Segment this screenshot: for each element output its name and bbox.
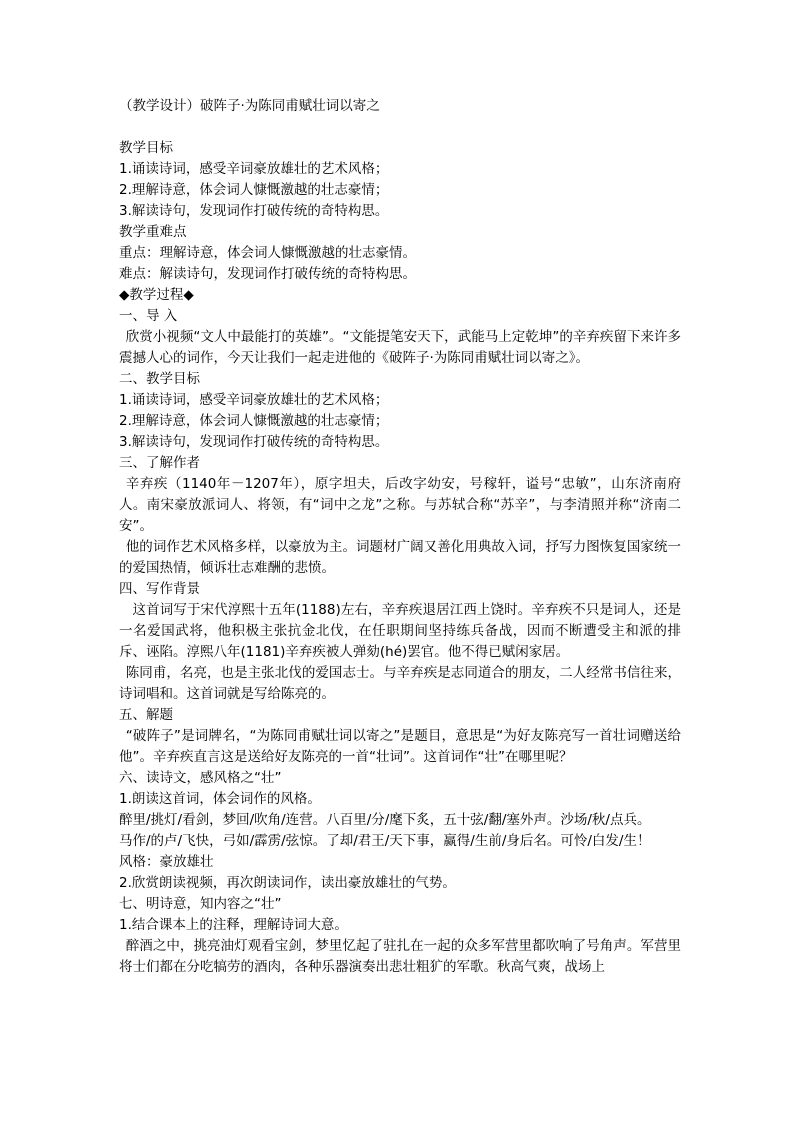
section-3-heading: 三、了解作者 xyxy=(119,455,200,471)
section-2-objective-3: 3.解读诗句，发现词作打破传统的奇特构思。 xyxy=(119,434,389,450)
document-title: （教学设计）破阵子·为陈同甫赋壮词以寄之 xyxy=(119,98,380,114)
section-2-objective-2: 2.理解诗意，体会词人慷慨激越的壮志豪情； xyxy=(119,413,389,429)
section-1-heading: 一、导 入 xyxy=(119,308,178,324)
video-instruction: 2.欣赏朗读视频，再次朗读词作，读出豪放雄壮的气势。 xyxy=(119,875,456,891)
section-6-heading: 六、读诗文，感风格之“壮” xyxy=(119,770,282,786)
difficult-point: 难点：解读诗句，发现词作打破传统的奇特构思。 xyxy=(119,266,416,282)
author-paragraph-1: 辛弃疾（1140年－1207年），原字坦夫，后改字幼安，号稼轩，谥号“忠敏”，山东济南府人。南宋豪放派词人、将领，有“词中之龙”之称。与苏轼合称“苏辛”，与李清照并称“济南二安”。 xyxy=(119,476,681,534)
section-5-heading: 五、解题 xyxy=(119,707,173,723)
author-paragraph-2: 他的词作艺术风格多样，以豪放为主。词题材广阔又善化用典故入词，抒写力图恢复国家统一的爱国热情，倾诉壮志难酬的悲愤。 xyxy=(119,539,681,576)
background-paragraph-2: 陈同甫，名亮，也是主张北伐的爱国志士。与辛弃疾是志同道合的朋友，二人经常书信往来，诗词唱和。这首词就是写给陈亮的。 xyxy=(119,665,681,702)
document-page xyxy=(119,96,681,978)
section-7-heading: 七、明诗意，知内容之“壮” xyxy=(119,896,282,912)
objective-3: 3.解读诗句，发现词作打破传统的奇特构思。 xyxy=(119,203,389,219)
section-4-heading: 四、写作背景 xyxy=(119,581,200,597)
heading-objectives: 教学目标 xyxy=(119,140,173,156)
key-point: 重点：理解诗意，体会词人慷慨激越的壮志豪情。 xyxy=(119,245,416,261)
heading-key-points: 教学重难点 xyxy=(119,224,187,240)
objective-1: 1.诵读诗词，感受辛词豪放雄壮的艺术风格； xyxy=(119,161,389,177)
background-paragraph-1: 这首词写于宋代淳熙十五年(1188)左右，辛弃疾退居江西上饶时。辛弃疾不只是词人，还是一名爱国武将，他积极主张抗金北伐，在任职期间坚持练兵备战，因而不断遭受主和派的排斥、诬陷。淳熙八年(1181)辛弃疾被人弹劾(hé)罢官。他不得已赋闲家居。 xyxy=(119,602,681,660)
poem-stanza-1: 醉里/挑灯/看剑，梦回/吹角/连营。八百里/分/麾下炙，五十弦/翻/塞外声。沙场/秋/点兵。 xyxy=(119,812,651,828)
section-2-heading: 二、教学目标 xyxy=(119,371,200,387)
intro-paragraph: 欣赏小视频“文人中最能打的英雄”。“文能提笔安天下，武能马上定乾坤”的辛弃疾留下来许多震撼人心的词作，今天让我们一起走进他的《破阵子·为陈同甫赋壮词以寄之》。 xyxy=(119,329,681,366)
read-instruction: 1.朗读这首词，体会词作的风格。 xyxy=(119,791,321,807)
style-line: 风格：豪放雄壮 xyxy=(119,854,214,870)
title-explanation-paragraph: “破阵子”是词牌名，“为陈同甫赋壮词以寄之”是题目，意思是“为好友陈亮写一首壮词赠送给他”。辛弃疾直言这是送给好友陈亮的一首“壮词”。这首词作“壮”在哪里呢？ xyxy=(119,728,681,765)
notes-instruction: 1.结合课本上的注释，理解诗词大意。 xyxy=(119,917,348,933)
meaning-paragraph: 醉酒之中，挑亮油灯观看宝剑，梦里忆起了驻扎在一起的众多军营里都吹响了号角声。军营里将士们都在分吃犒劳的酒肉，各种乐器演奏出悲壮粗犷的军歌。秋高气爽，战场上 xyxy=(119,938,681,975)
section-2-objective-1: 1.诵读诗词，感受辛词豪放雄壮的艺术风格； xyxy=(119,392,389,408)
poem-stanza-2: 马作/的卢/飞快，弓如/霹雳/弦惊。了却/君王/天下事，赢得/生前/身后名。可怜/白发/生！ xyxy=(119,833,651,849)
heading-process: ◆教学过程◆ xyxy=(119,287,194,303)
objective-2: 2.理解诗意，体会词人慷慨激越的壮志豪情； xyxy=(119,182,389,198)
